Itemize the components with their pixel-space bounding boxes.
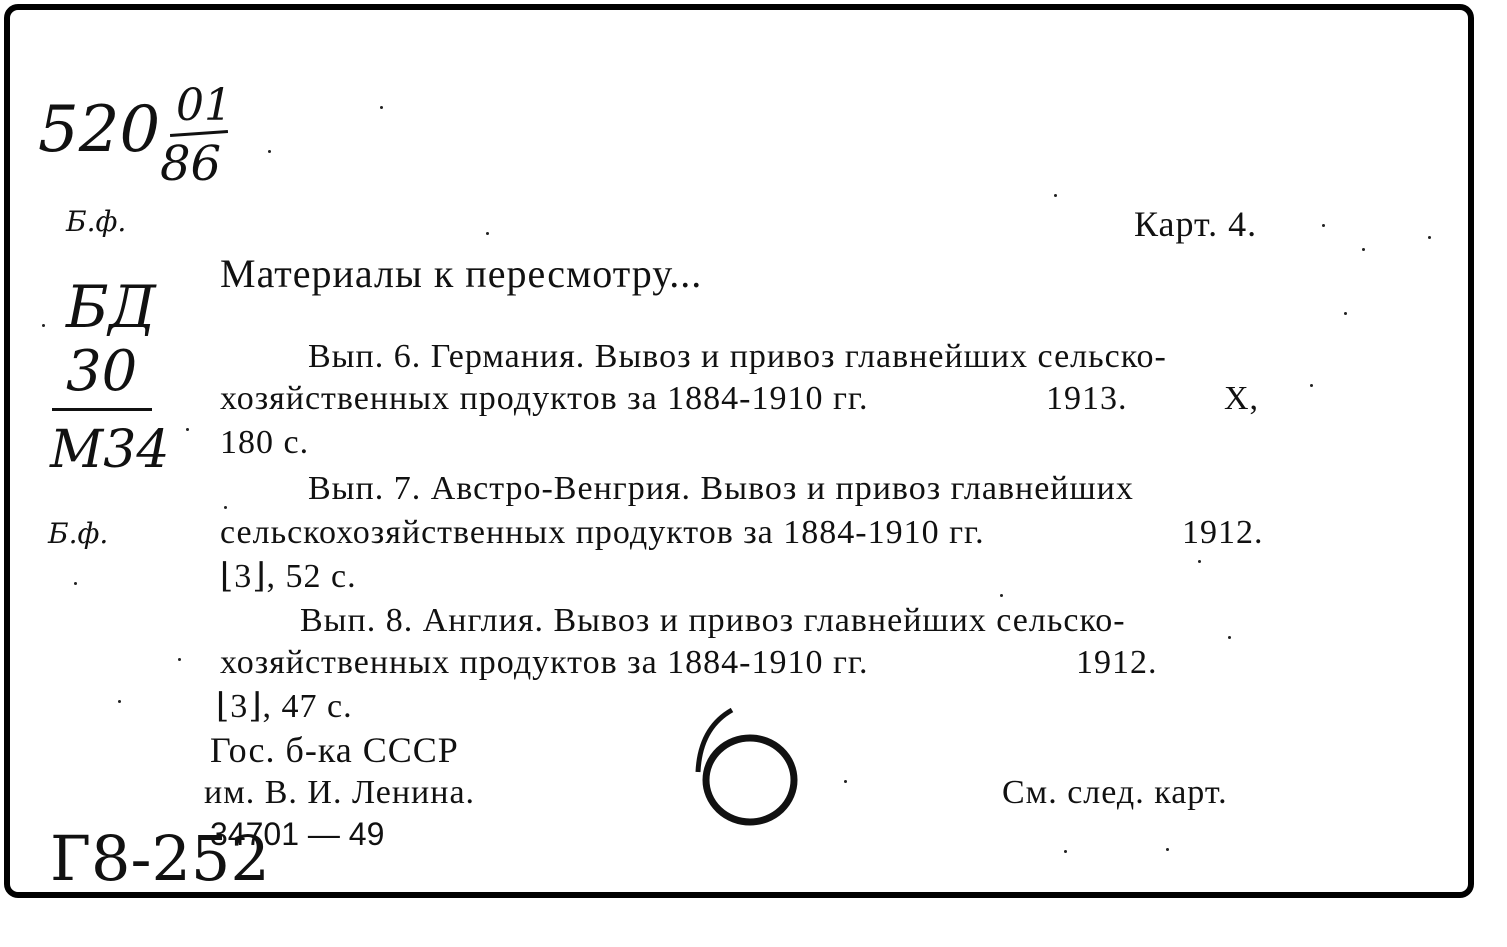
print-code: 34701 — 49 xyxy=(210,816,385,852)
shelfmark-number: 520 xyxy=(38,93,161,167)
shelfmark-note-2: Б.ф. xyxy=(48,517,109,550)
speck xyxy=(1362,248,1365,251)
circle-stamp-mark xyxy=(680,700,810,830)
entry-1-line-2: хозяйственных продуктов за 1884-1910 гг. xyxy=(220,380,869,417)
speck xyxy=(486,232,489,235)
entry-2-line-2: сельскохозяйственных продуктов за 1884-1910 гг. xyxy=(220,514,985,551)
card-number: Карт. 4. xyxy=(1134,204,1258,244)
speck xyxy=(1322,224,1325,227)
speck xyxy=(1064,850,1067,853)
entry-3-line-1: Вып. 8. Англия. Вывоз и привоз главнейших сельско- xyxy=(300,602,1126,639)
speck xyxy=(178,658,181,661)
speck xyxy=(118,700,121,703)
speck xyxy=(224,506,227,509)
see-next-card: См. след. карт. xyxy=(1002,774,1228,811)
speck xyxy=(1166,848,1169,851)
speck xyxy=(42,324,45,327)
speck xyxy=(1344,312,1347,315)
speck xyxy=(186,428,189,431)
speck xyxy=(1428,236,1431,239)
library-line-1: Гос. б-ка СССР xyxy=(210,730,459,770)
entry-1-pages: 180 с. xyxy=(220,424,310,461)
speck xyxy=(74,582,77,585)
speck xyxy=(268,150,271,153)
library-line-2: им. В. И. Ленина. xyxy=(204,774,476,811)
entry-1-year: 1913. xyxy=(1046,380,1128,417)
entry-3-year: 1912. xyxy=(1076,644,1158,681)
shelfmark-code: М34 xyxy=(50,420,170,480)
entry-1-line-1: Вып. 6. Германия. Вывоз и привоз главнейших сельско- xyxy=(308,338,1167,375)
shelfmark-fraction-top: 01 xyxy=(176,80,232,131)
shelfmark-number-2: 30 xyxy=(66,339,138,404)
shelfmark-divider xyxy=(52,408,152,411)
catalog-card xyxy=(4,4,1474,898)
shelfmark-letters: БД xyxy=(66,273,156,341)
shelfmark-fraction-bottom: 86 xyxy=(160,136,222,192)
speck xyxy=(1310,384,1313,387)
card-title: Материалы к пересмотру... xyxy=(220,251,703,296)
entry-1-roman: X, xyxy=(1224,380,1260,417)
entry-3-line-2: хозяйственных продуктов за 1884-1910 гг. xyxy=(220,644,869,681)
speck xyxy=(1054,194,1057,197)
speck xyxy=(1000,594,1003,597)
speck xyxy=(1198,560,1201,563)
speck xyxy=(1228,636,1231,639)
entry-2-year: 1912. xyxy=(1182,514,1264,551)
entry-2-line-1: Вып. 7. Австро-Венгрия. Вывоз и привоз главнейших xyxy=(308,470,1134,507)
speck xyxy=(844,780,847,783)
entry-3-pages: ⌊3⌋, 47 с. xyxy=(216,688,353,725)
entry-2-pages: ⌊3⌋, 52 с. xyxy=(220,558,357,595)
shelfmark-note-1: Б.ф. xyxy=(66,205,127,238)
inventory-number: Г8-252 xyxy=(50,822,270,895)
speck xyxy=(380,106,383,109)
